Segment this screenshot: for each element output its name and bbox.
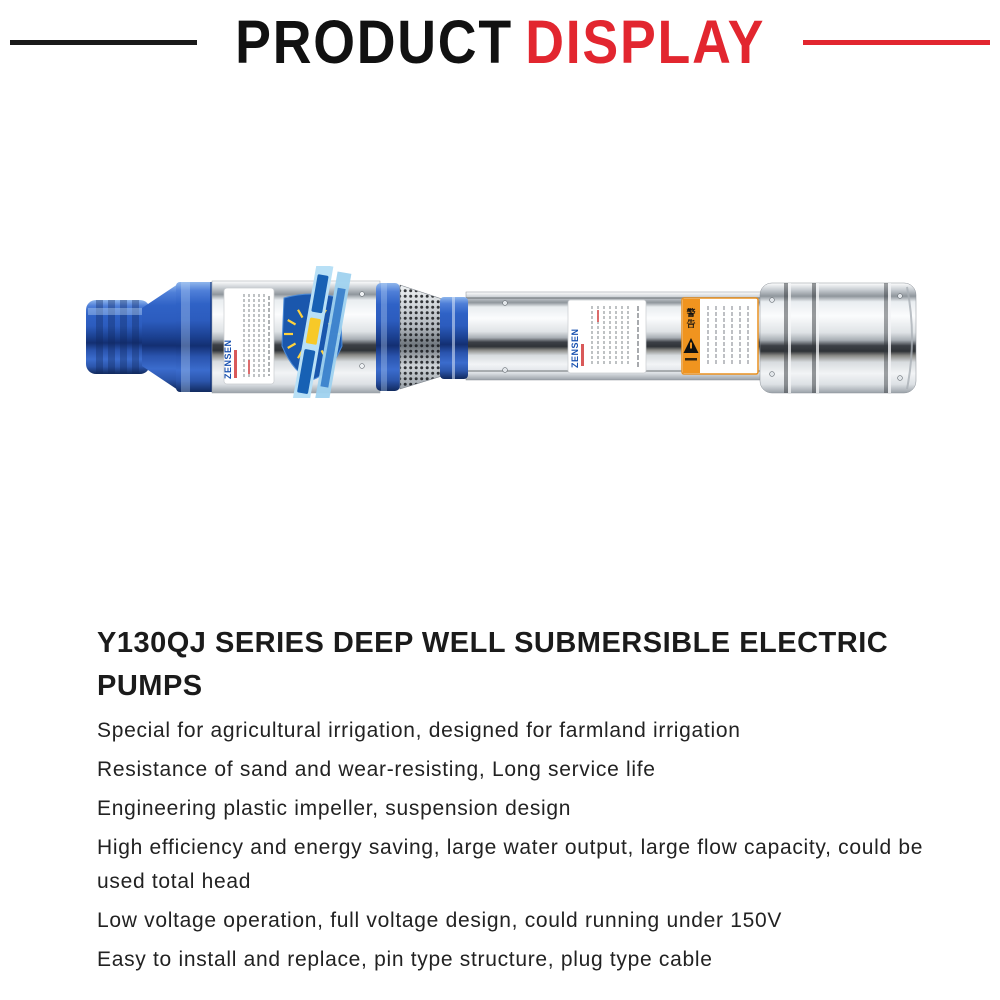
warning-char-2: 告 — [686, 320, 696, 330]
brand-label — [568, 300, 646, 373]
product-image — [78, 266, 923, 398]
feature-item-1: Special for agricultural irrigation, designed for farmland irrigation — [97, 719, 741, 742]
feature-item-6: Easy to install and replace, pin type structure, plug type cable — [97, 948, 713, 971]
motor-housing — [760, 283, 916, 393]
blue-ring-left — [376, 283, 400, 391]
feature-item-2: Resistance of sand and wear-resisting, Long service life — [97, 758, 656, 781]
feature-item-4: High efficiency and energy saving, large water output, large flow capacity, could be used total head — [97, 836, 924, 893]
brand-text: ZENSEN — [223, 339, 233, 379]
feature-item-3: Engineering plastic impeller, suspension design — [97, 797, 572, 820]
page-title-red: DISPLAY — [525, 8, 766, 76]
feature-item-5: Low voltage operation, full voltage design, could running under 150V — [97, 909, 783, 932]
product-details — [97, 622, 957, 982]
mesh-filter — [400, 285, 442, 389]
header-right-rule — [803, 40, 990, 45]
spec-label — [223, 288, 274, 384]
header — [0, 10, 1000, 74]
blue-ring-right — [440, 297, 468, 379]
page-title-black: PRODUCT — [234, 8, 513, 76]
brand-text: ZENSEN — [570, 328, 580, 368]
warning-label — [682, 298, 758, 374]
page-title — [233, 10, 767, 74]
product-title: Y130QJ SERIES DEEP WELL SUBMERSIBLE ELECTRIC PUMPS — [97, 627, 889, 702]
pump-illustration — [78, 266, 923, 398]
warning-char-1: 警 — [686, 309, 696, 319]
hose-connector — [86, 300, 150, 374]
header-left-rule — [10, 40, 197, 45]
